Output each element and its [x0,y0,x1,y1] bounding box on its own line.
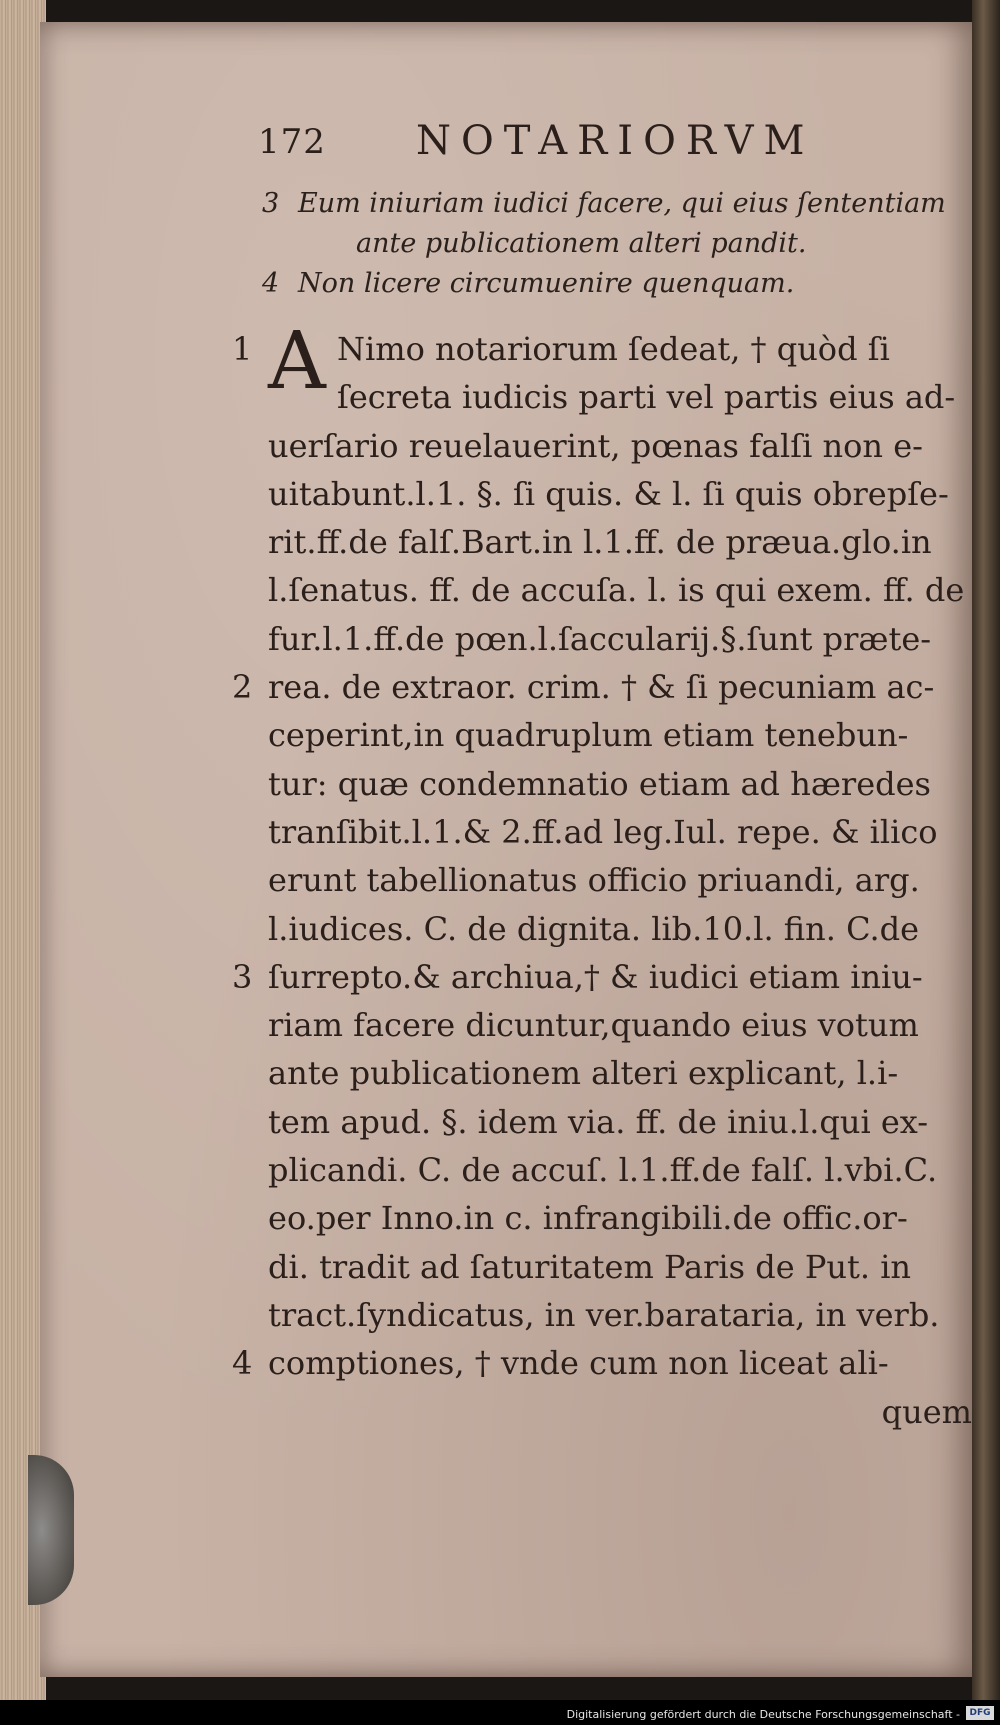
text-line [232,422,972,470]
text-line [232,953,972,1001]
line-text: erunt tabellionatus officio priuandi, arg. [268,861,920,900]
text-line [232,856,972,904]
text-line [232,1243,972,1291]
dfg-logo: DFG [966,1706,994,1720]
margin-number: 1 [232,330,253,368]
catchword-line [232,1388,972,1436]
summary-item [262,184,982,224]
summary-number: 3 [262,188,280,219]
margin-number: 3 [232,957,253,996]
page-number: 172 [258,122,326,162]
text-line [232,615,972,663]
text-line [232,373,972,421]
margin-number: 4 [232,1344,253,1383]
line-text: rea. de extraor. crim. † & ſi pecuniam ac- [268,668,935,707]
text-line [232,1146,972,1194]
line-text: riam facere dicuntur,quando eius votum [268,1006,919,1045]
line-text: tem apud. §. idem via. ff. de iniu.l.qui ex- [268,1102,929,1141]
line-text: fur.l.1.ff.de pœn.l.ſaccularij.§.ſunt præte- [268,619,932,658]
text-line [232,566,972,614]
summary-text: ante publicationem alteri pandit. [356,228,807,259]
footer-credit: Digitalisierung gefördert durch die Deutsche Forschungsgemeinschaft - [566,1708,960,1721]
line-text: ante publicationem alteri explicant, l.i- [268,1054,899,1093]
text-line [232,905,972,953]
catchword: quem [881,1392,972,1431]
summary-text: Eum iniuriam iudici facere, qui eius ſententiam [298,188,946,219]
summary-item [262,224,982,264]
running-head [258,118,878,174]
text-line [232,470,972,518]
summary-text: Non licere circumuenire quenquam. [298,268,795,299]
text-line [232,760,972,808]
text-line [232,518,972,566]
footer-bar [0,1700,1000,1725]
text-line [232,1194,972,1242]
line-text: ſecreta iudicis parti vel partis eius ad- [337,378,956,417]
line-text: uitabunt.l.1. §. ſi quis. & l. ſi quis obrepſe- [268,474,949,513]
line-text: rit.ff.de falſ.Bart.in l.1.ff. de præua.glo.in [268,523,932,562]
line-text: ceperint,in quadruplum etiam tenebun- [268,716,909,755]
summary-number: 4 [262,268,280,299]
line-text: tur: quæ condemnatio etiam ad hæredes [268,764,931,803]
line-text: tranſibit.l.1.& 2.ff.ad leg.Iul. repe. & ilico [268,812,938,851]
text-line [232,663,972,711]
line-text: Nimo notariorum ſedeat, † quòd ſi [337,330,890,368]
line-text: ſurrepto.& archiua,† & iudici etiam iniu- [268,957,923,996]
line-text: l.ſenatus. ff. de accuſa. l. is qui exem. ff. de [268,571,965,610]
text-line [232,711,972,759]
summary-list [262,184,982,304]
margin-number: 2 [232,668,253,707]
line-text: tract.ſyndicatus, in ver.barataria, in verb. [268,1295,940,1334]
line-text: di. tradit ad ſaturitatem Paris de Put. in [268,1247,912,1286]
text-line [232,808,972,856]
line-text: comptiones, † vnde cum non liceat ali- [268,1344,889,1383]
text-line [232,1001,972,1049]
line-text: l.iudices. C. de dignita. lib.10.l. fin. C.de [268,909,920,948]
text-line [232,1339,972,1387]
body-text [232,314,972,1436]
drop-cap: A [268,314,326,407]
book-clasp [28,1455,74,1605]
running-title: NOTARIORVM [416,118,815,164]
line-text: plicandi. C. de accuſ. l.1.ff.de falſ. l.vbi.C. [268,1151,938,1190]
text-line [232,1098,972,1146]
summary-item [262,264,982,304]
text-line [232,1291,972,1339]
line-text: eo.per Inno.in c. infrangibili.de offic.or- [268,1199,908,1238]
text-line [232,1049,972,1097]
line-text: uerſario reuelauerint, pœnas falſi non e- [268,426,923,465]
